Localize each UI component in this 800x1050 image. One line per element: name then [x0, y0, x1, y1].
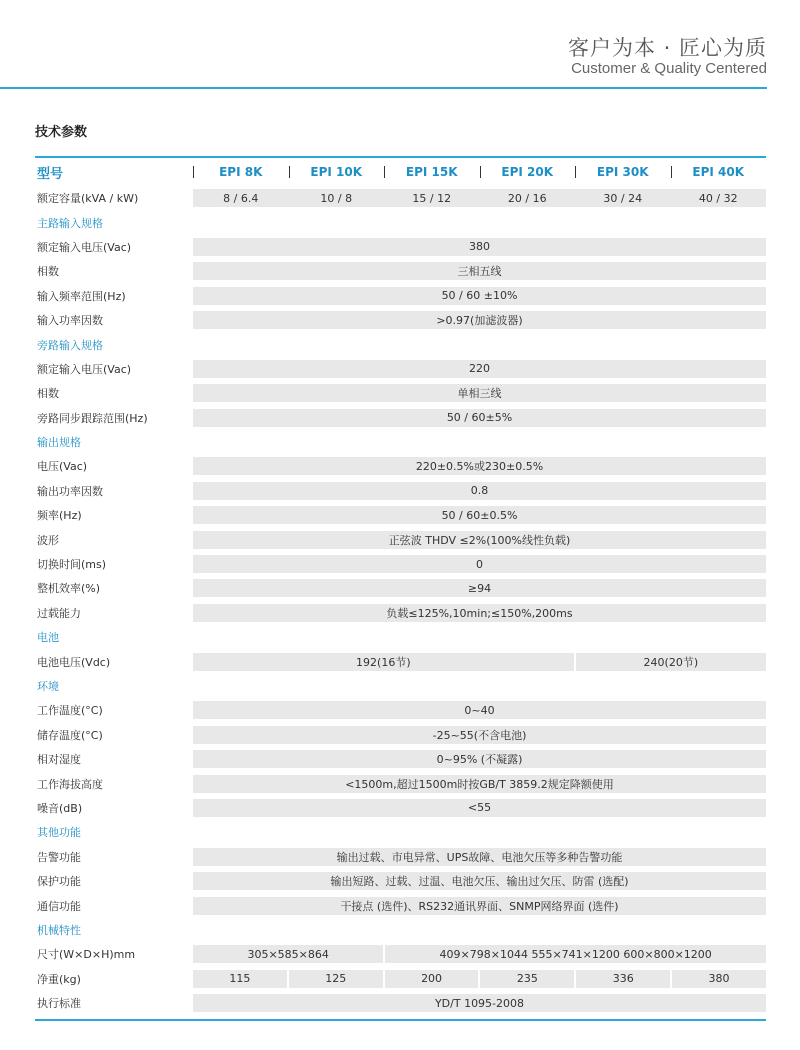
- model-header-label: 型号: [37, 166, 64, 182]
- row-label: 输入频率范围(Hz): [37, 289, 126, 303]
- category-row: [35, 625, 766, 649]
- value-cell: 380: [672, 970, 766, 988]
- row-label: 工作温度(°C): [37, 704, 103, 718]
- category-label: 主路输入规格: [37, 216, 103, 230]
- row-label: 相对湿度: [37, 753, 81, 767]
- row-cells: [193, 262, 766, 280]
- row-cells: [193, 482, 766, 500]
- row-label: 电池电压(Vdc): [37, 655, 111, 669]
- row-label: 额定输入电压(Vac): [37, 362, 132, 376]
- table-row: [35, 503, 766, 527]
- table-row: [35, 649, 766, 673]
- table-row: [35, 308, 766, 332]
- row-label: 输入功率因数: [37, 314, 103, 328]
- row-label: 整机效率(%): [37, 582, 101, 596]
- row-cells: [193, 970, 766, 988]
- category-label: 机械特性: [37, 923, 81, 937]
- value-cell: 40 / 32: [698, 191, 738, 205]
- table-row: [35, 357, 766, 381]
- value-cell: 50 / 60±0.5%: [441, 508, 518, 522]
- category-row: [35, 918, 766, 942]
- value-cell: 输出过载、市电异常、UPS故障、电池欠压等多种告警功能: [336, 850, 623, 864]
- value-cell: 干接点 (选件)、RS232通讯界面、SNMP网络界面 (选件): [340, 899, 619, 913]
- value-cell: 380: [469, 240, 490, 254]
- table-row: [35, 771, 766, 795]
- category-label: 电池: [37, 631, 59, 645]
- row-cells: [193, 823, 766, 841]
- value-cell: -25~55(不含电池): [432, 728, 527, 742]
- category-label: 输出规格: [37, 436, 81, 450]
- table-row: [35, 796, 766, 820]
- table-body: [35, 186, 766, 1015]
- category-label: 其他功能: [37, 826, 81, 840]
- value-cell: 240(20节): [576, 653, 766, 671]
- table-row: [35, 235, 766, 259]
- value-cell: 50 / 60 ±10%: [441, 289, 518, 303]
- section-title: 技术参数: [35, 125, 88, 140]
- row-label: 执行标准: [37, 997, 81, 1011]
- row-label: 额定容量(kVA / kW): [37, 192, 139, 206]
- table-row: [35, 723, 766, 747]
- category-row: [35, 820, 766, 844]
- row-cells: [193, 336, 766, 354]
- value-cell: 输出短路、过载、过温、电池欠压、输出过欠压、防雷 (选配): [330, 875, 629, 889]
- row-cells: [193, 994, 766, 1012]
- slogan-chinese: 客户为本 · 匠心为质: [567, 36, 767, 60]
- value-cell: 220±0.5%或230±0.5%: [415, 460, 544, 474]
- model-header-epi-15k: EPI 15K: [384, 163, 480, 181]
- row-cells: [193, 384, 766, 402]
- value-cell: <1500m,超过1500m时按GB/T 3859.2规定降额使用: [345, 777, 614, 791]
- row-cells: [193, 311, 766, 329]
- row-label: 电压(Vac): [37, 460, 88, 474]
- value-cell: 115: [193, 970, 287, 988]
- value-cell: 200: [385, 970, 479, 988]
- row-cells: [193, 677, 766, 695]
- value-cell: 20 / 16: [507, 191, 547, 205]
- value-cell: 409×798×1044 555×741×1200 600×800×1200: [385, 945, 766, 963]
- table-row: [35, 942, 766, 966]
- row-cells: [193, 555, 766, 573]
- table-row: [35, 747, 766, 771]
- category-label: 旁路输入规格: [37, 338, 103, 352]
- value-cell: 235: [480, 970, 574, 988]
- model-header-epi-30k: EPI 30K: [575, 163, 671, 181]
- slogan-english: Customer & Quality Centered: [571, 60, 767, 77]
- row-cells: [193, 848, 766, 866]
- page-header: [0, 0, 800, 90]
- table-row: [35, 552, 766, 576]
- row-cells: [193, 433, 766, 451]
- row-cells: [193, 897, 766, 915]
- row-label: 切换时间(ms): [37, 558, 107, 572]
- value-cell: <55: [467, 801, 492, 815]
- row-cells: [193, 189, 766, 207]
- row-cells: [193, 750, 766, 768]
- header-divider: [0, 87, 767, 89]
- table-row: [35, 527, 766, 551]
- row-label: 工作海拔高度: [37, 777, 103, 791]
- value-cell: 0.8: [470, 484, 489, 498]
- model-header-cells: [193, 163, 766, 181]
- row-cells: [193, 457, 766, 475]
- row-cells: [193, 409, 766, 427]
- row-label: 保护功能: [37, 875, 81, 889]
- value-cell: 336: [576, 970, 670, 988]
- table-row: [35, 869, 766, 893]
- table-row: [35, 381, 766, 405]
- table-row: [35, 406, 766, 430]
- category-row: [35, 210, 766, 234]
- value-cell: 0~40: [464, 703, 495, 717]
- table-row: [35, 479, 766, 503]
- table-bottom-rule: [35, 1019, 766, 1021]
- table-row: [35, 284, 766, 308]
- category-row: [35, 674, 766, 698]
- row-cells: [193, 799, 766, 817]
- row-label: 相数: [37, 265, 59, 279]
- value-cell: ≥94: [467, 581, 492, 595]
- spec-table: [35, 156, 766, 1021]
- table-row: [35, 845, 766, 869]
- row-cells: [193, 214, 766, 232]
- value-cell: 单相三线: [457, 387, 502, 401]
- value-cell: 30 / 24: [603, 191, 643, 205]
- table-row: [35, 576, 766, 600]
- table-row: [35, 991, 766, 1015]
- row-cells: [193, 921, 766, 939]
- value-cell: 125: [289, 970, 383, 988]
- value-cell: 50 / 60±5%: [446, 411, 513, 425]
- row-cells: [193, 701, 766, 719]
- table-row: [35, 186, 766, 210]
- row-label: 储存温度(°C): [37, 728, 103, 742]
- row-cells: [193, 653, 766, 671]
- row-label: 尺寸(W×D×H)mm: [37, 948, 136, 962]
- row-label: 相数: [37, 387, 59, 401]
- row-label: 通信功能: [37, 899, 81, 913]
- table-row: [35, 601, 766, 625]
- table-row: [35, 698, 766, 722]
- row-cells: [193, 360, 766, 378]
- value-cell: >0.97(加滤波器): [436, 314, 523, 328]
- row-label: 噪音(dB): [37, 801, 83, 815]
- row-label: 波形: [37, 533, 59, 547]
- model-header-epi-20k: EPI 20K: [480, 163, 576, 181]
- value-cell: 负载≤125%,10min;≤150%,200ms: [386, 606, 573, 620]
- category-label: 环境: [37, 680, 59, 693]
- row-cells: [193, 604, 766, 622]
- row-label: 输出功率因数: [37, 484, 103, 498]
- value-cell: 三相五线: [457, 265, 502, 279]
- model-header-epi-10k: EPI 10K: [289, 163, 385, 181]
- table-row: [35, 259, 766, 283]
- row-cells: [193, 238, 766, 256]
- value-cell: 305×585×864: [193, 945, 383, 963]
- table-row: [35, 967, 766, 991]
- row-label: 净重(kg): [37, 972, 81, 986]
- row-cells: [193, 775, 766, 793]
- value-cell: YD/T 1095-2008: [434, 996, 525, 1010]
- row-cells: [193, 872, 766, 890]
- model-header-epi-8k: EPI 8K: [193, 163, 289, 181]
- row-label: 额定输入电压(Vac): [37, 240, 132, 254]
- value-cell: 正弦波 THDV ≤2%(100%线性负载): [388, 533, 571, 547]
- row-cells: [193, 628, 766, 646]
- value-cell: 10 / 8: [320, 191, 353, 205]
- value-cell: 0: [476, 557, 483, 571]
- value-cell: 8 / 6.4: [223, 191, 259, 205]
- row-cells: [193, 579, 766, 597]
- value-cell: 15 / 12: [412, 191, 452, 205]
- row-cells: [193, 531, 766, 549]
- table-header-row: [35, 158, 766, 186]
- value-cell: 0~95% (不凝露): [436, 753, 523, 767]
- row-cells: [193, 287, 766, 305]
- category-row: [35, 430, 766, 454]
- row-cells: [193, 506, 766, 524]
- table-row: [35, 454, 766, 478]
- model-header-epi-40k: EPI 40K: [671, 163, 767, 181]
- row-cells: [193, 945, 766, 963]
- value-cell: 220: [469, 362, 490, 376]
- value-cell: 192(16节): [193, 653, 574, 671]
- row-label: 频率(Hz): [37, 509, 82, 523]
- table-row: [35, 893, 766, 917]
- row-cells: [193, 726, 766, 744]
- row-label: 过载能力: [37, 606, 81, 620]
- row-label: 旁路同步跟踪范围(Hz): [37, 411, 148, 425]
- category-row: [35, 332, 766, 356]
- row-label: 告警功能: [37, 850, 81, 864]
